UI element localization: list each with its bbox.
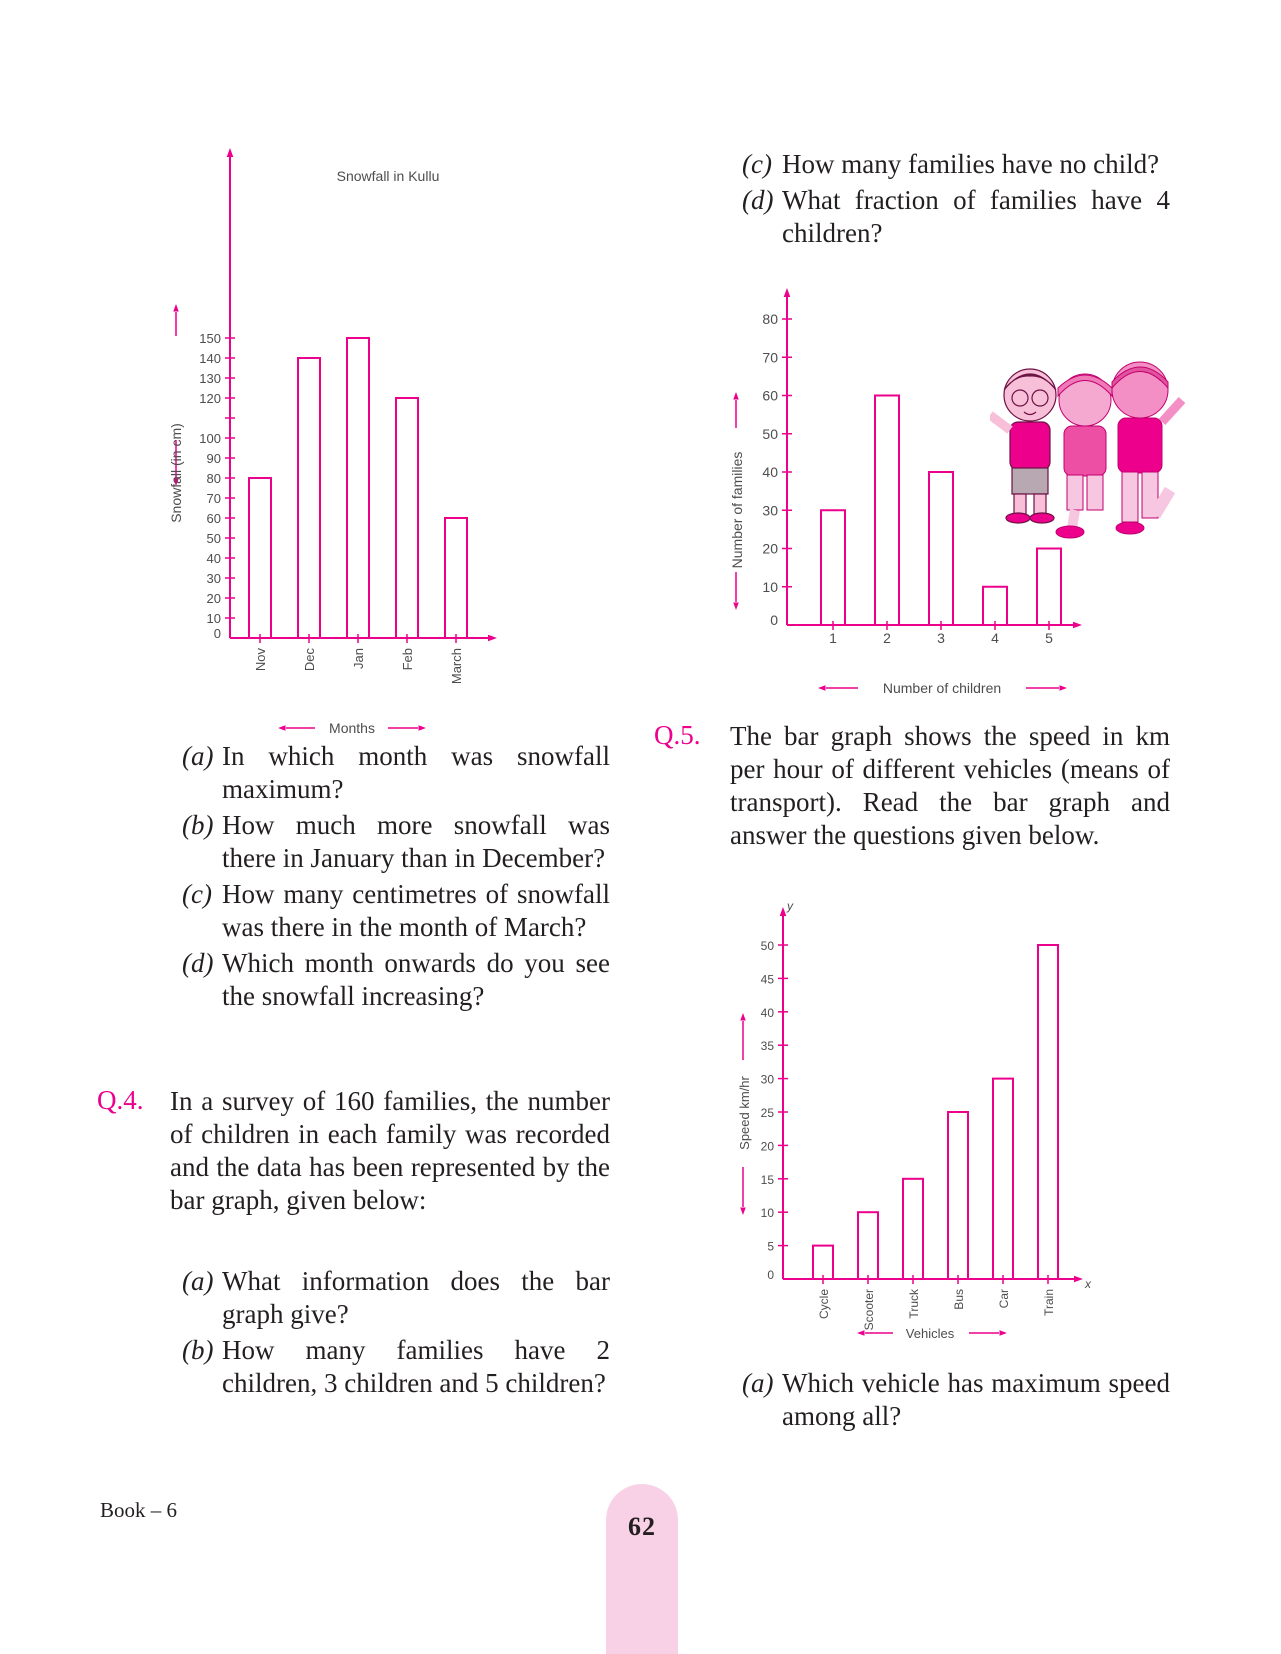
y-tick-label: 20 <box>760 1139 774 1154</box>
q3-parts <box>182 740 610 1013</box>
y-tick-label: 60 <box>206 511 221 526</box>
y-tick-label: 40 <box>760 1005 774 1020</box>
y-axis-label: Snowfall (in cm) <box>168 423 184 523</box>
y-tick-label: 10 <box>762 578 778 595</box>
three-children-illustration <box>990 360 1190 560</box>
x-tick-label: 5 <box>1045 630 1053 646</box>
y-tick-label: 25 <box>760 1106 774 1120</box>
bar-4 <box>983 587 1007 625</box>
part-text: How many centimetres of snowfall was there in the month of March? <box>222 879 610 942</box>
q5-text: The bar graph shows the speed in km per hour of different vehicles (means of transport). Read the bar graph and answer the questions given below. <box>730 721 1170 850</box>
bar-cycle <box>813 1246 833 1279</box>
bar-jan <box>347 338 369 638</box>
bar-1 <box>821 510 845 625</box>
arrow-head <box>1074 1276 1083 1283</box>
bar-bus <box>948 1112 968 1279</box>
arrow-head <box>733 392 739 400</box>
question-part <box>182 878 610 944</box>
arrow-head <box>818 685 826 691</box>
y-tick-label: 20 <box>206 591 221 606</box>
arrow-head <box>1000 1330 1008 1336</box>
question-part <box>742 1367 1170 1433</box>
arrow-head <box>784 288 791 297</box>
x-tick-label: 2 <box>883 630 891 646</box>
y-tick-label: 0 <box>770 612 778 628</box>
bar-truck <box>903 1179 923 1279</box>
part-label: (d) <box>742 185 774 215</box>
x-tick-label: Feb <box>400 648 415 671</box>
y-tick-label: 50 <box>762 425 778 442</box>
y-tick-label: 20 <box>762 540 778 557</box>
question-part <box>182 1265 610 1331</box>
q4-parts-right <box>742 148 1170 250</box>
y-tick-label: 40 <box>762 464 778 480</box>
q4-parts-left <box>182 1265 610 1400</box>
bar-feb <box>396 398 418 638</box>
part-label: (c) <box>742 149 772 179</box>
x-tick-label: March <box>449 648 464 685</box>
x-tick-label: Truck <box>907 1289 921 1319</box>
page-number: 62 <box>628 1512 656 1541</box>
y-tick-label: 140 <box>199 351 221 366</box>
part-text: How many families have no child? <box>782 149 1160 179</box>
part-text: What fraction of families have 4 children? <box>782 185 1170 248</box>
arrow-head <box>1060 685 1068 691</box>
bar-3 <box>929 472 953 625</box>
part-text: Which vehicle has maximum speed among all? <box>782 1368 1170 1431</box>
bar-train <box>1038 945 1058 1279</box>
y-tick-label: 70 <box>206 491 221 506</box>
arrow-head <box>419 725 427 731</box>
question-part <box>182 809 610 875</box>
y-tick-label: 40 <box>206 551 221 566</box>
arrow-head <box>278 725 286 731</box>
part-text: What information does the bar graph give? <box>222 1266 610 1329</box>
part-text: How many families have 2 children, 3 children and 5 children? <box>222 1335 610 1398</box>
arrow-head <box>173 304 179 312</box>
part-label: (d) <box>182 948 214 978</box>
part-label: (a) <box>182 1266 214 1296</box>
bar-2 <box>875 396 899 626</box>
q4-text: In a survey of 160 families, the number of children in each family was recorded and the data has been represented by the bar graph, given below: <box>170 1086 610 1215</box>
bar-car <box>993 1079 1013 1279</box>
x-tick-label: Dec <box>302 648 317 672</box>
y-axis-letter: y <box>787 899 793 913</box>
book-label: Book – 6 <box>100 1498 178 1522</box>
y-tick-label: 90 <box>206 451 221 466</box>
y-tick-label: 15 <box>760 1172 774 1187</box>
vehicles-speed-chart <box>725 895 1105 1365</box>
x-axis-letter: x <box>1085 1277 1091 1291</box>
part-label: (b) <box>182 1335 214 1365</box>
x-tick-label: Train <box>1042 1289 1056 1316</box>
part-text: Which month onwards do you see the snowfall increasing? <box>222 948 610 1011</box>
q5-parts <box>742 1367 1170 1433</box>
y-tick-label: 10 <box>206 611 221 626</box>
bar-nov <box>249 478 271 638</box>
y-tick-label: 45 <box>760 972 774 987</box>
arrow-head <box>740 1208 746 1216</box>
q4-number: Q.4. <box>97 1085 144 1115</box>
chart-title: Snowfall in Kullu <box>336 168 440 184</box>
arrow-head <box>488 635 497 642</box>
x-axis-label: Vehicles <box>905 1326 955 1341</box>
part-label: (a) <box>742 1368 774 1398</box>
y-tick-label: 80 <box>762 311 778 327</box>
arrow-head <box>733 603 739 611</box>
y-tick-label: 150 <box>199 331 221 346</box>
y-axis-label: Number of families <box>729 451 745 569</box>
q5-number: Q.5. <box>654 720 701 750</box>
y-tick-label: 50 <box>760 939 774 953</box>
part-text: How much more snowfall was there in January than in December? <box>222 810 610 873</box>
y-tick-label: 80 <box>206 471 221 486</box>
bar-scooter <box>858 1212 878 1279</box>
y-tick-label: 10 <box>760 1206 774 1221</box>
x-tick-label: Scooter <box>862 1289 876 1331</box>
y-tick-label: 0 <box>213 626 221 641</box>
y-tick-label: 0 <box>767 1268 774 1282</box>
y-tick-label: 130 <box>199 371 221 386</box>
y-tick-label: 30 <box>760 1072 774 1087</box>
y-tick-label: 120 <box>199 391 221 406</box>
y-tick-label: 100 <box>199 431 221 446</box>
arrow-head <box>740 1013 746 1021</box>
part-label: (a) <box>182 741 214 771</box>
x-tick-label: Cycle <box>817 1289 831 1320</box>
bar-dec <box>298 358 320 638</box>
y-tick-label: 5 <box>767 1239 774 1254</box>
question-part <box>182 740 610 806</box>
snowfall-chart <box>160 140 540 740</box>
x-tick-label: 3 <box>937 630 945 646</box>
page-number-tab <box>606 1484 678 1654</box>
part-text: In which month was snowfall maximum? <box>222 741 610 804</box>
y-tick-label: 35 <box>760 1039 774 1054</box>
arrow-head <box>1073 622 1082 629</box>
x-axis-label: Months <box>329 720 375 736</box>
part-label: (b) <box>182 810 214 840</box>
x-tick-label: 1 <box>829 630 837 646</box>
x-tick-label: Jan <box>351 648 366 669</box>
part-label: (c) <box>182 879 212 909</box>
y-tick-label: 50 <box>206 531 221 546</box>
x-axis-label: Number of children <box>882 680 1002 696</box>
question-part <box>742 184 1170 250</box>
x-tick-label: Car <box>997 1289 1011 1309</box>
x-tick-label: Bus <box>952 1289 966 1310</box>
y-tick-label: 30 <box>206 571 221 586</box>
x-tick-label: 4 <box>991 630 999 646</box>
y-tick-label: 60 <box>762 387 778 404</box>
question-part <box>182 1334 610 1400</box>
question-part <box>742 148 1170 181</box>
x-tick-label: Nov <box>253 648 268 672</box>
bar-march <box>445 518 467 638</box>
y-tick-label: 70 <box>762 349 778 366</box>
question-part <box>182 947 610 1013</box>
arrow-head <box>780 907 787 916</box>
arrow-head <box>227 148 234 157</box>
y-axis-label: Speed km/hr <box>737 1076 752 1150</box>
y-tick-label: 30 <box>762 502 778 519</box>
